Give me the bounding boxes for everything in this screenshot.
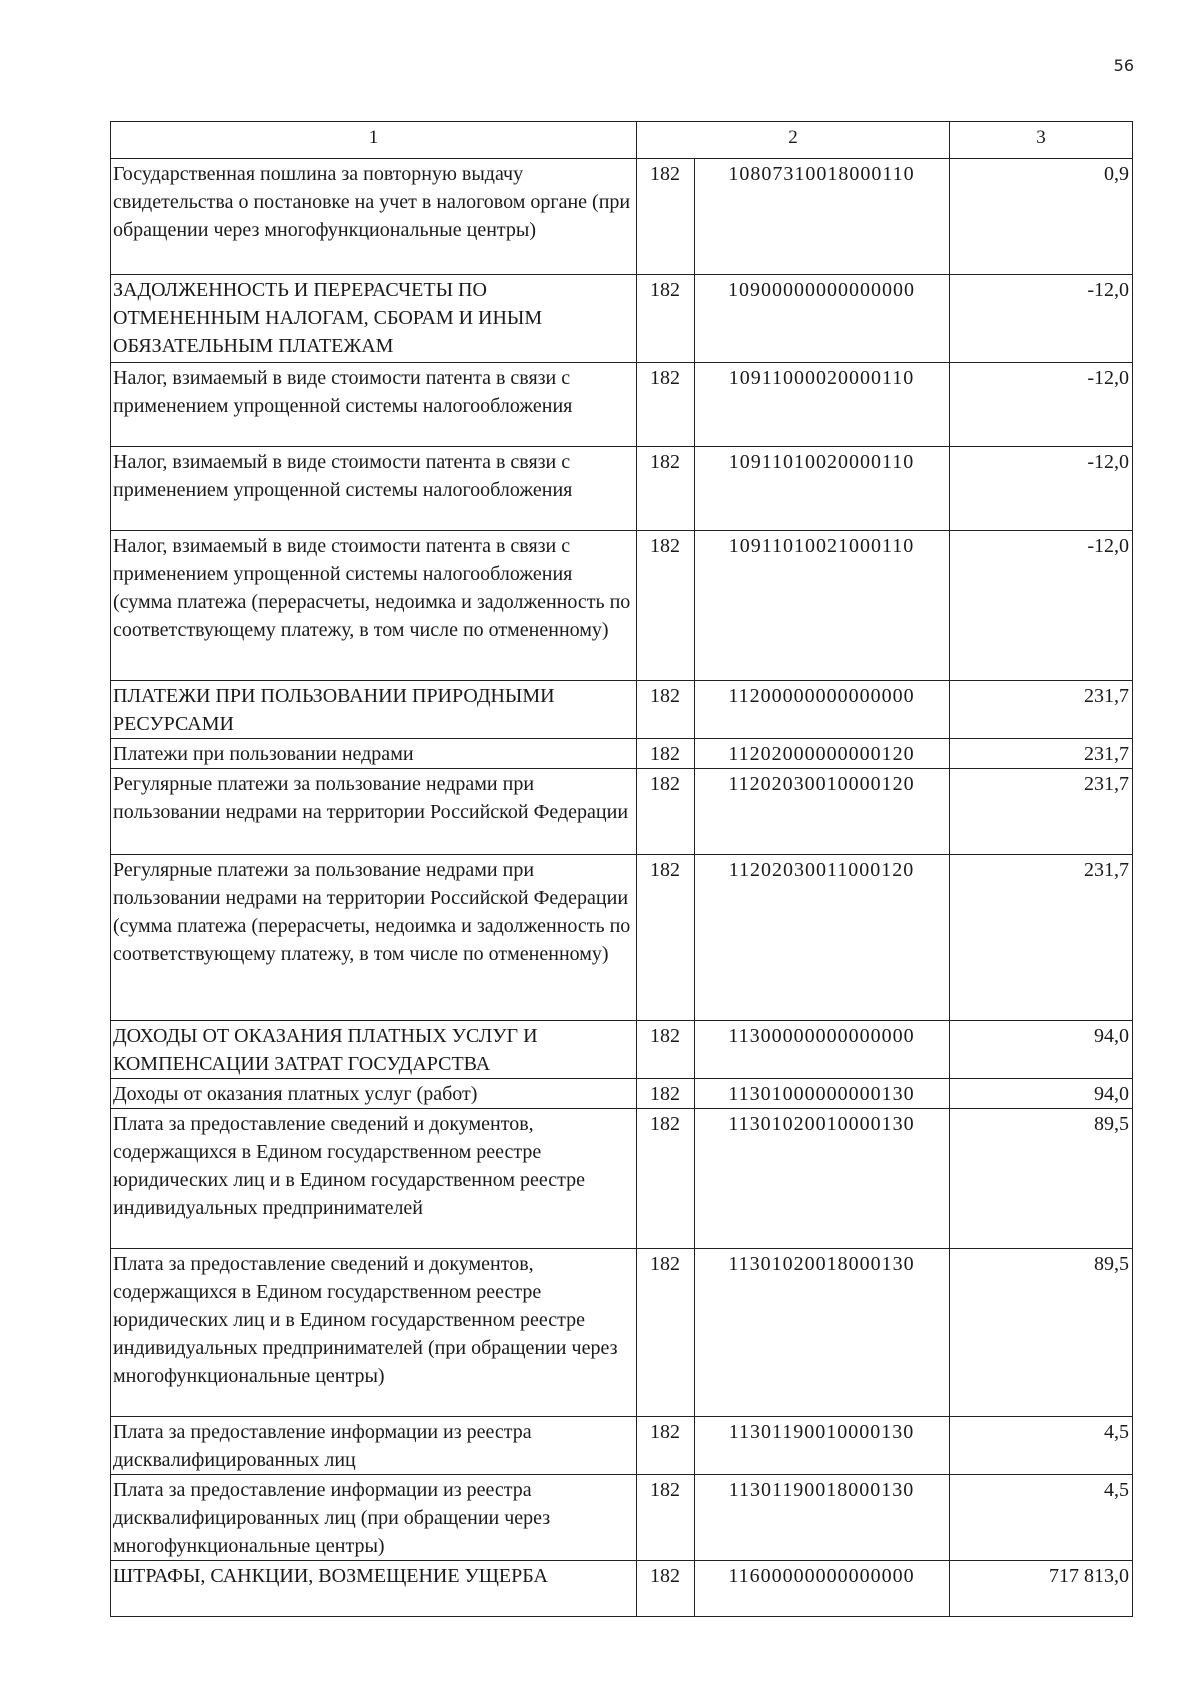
row-amount: 4,5 [950,1475,1133,1561]
row-admin-code: 182 [637,681,695,739]
row-amount: 89,5 [950,1249,1133,1417]
revenue-table [110,121,1133,1617]
row-budget-code: 11301020018000130 [695,1249,950,1417]
header-col-3: 3 [950,122,1133,159]
row-amount: 231,7 [950,769,1133,855]
row-budget-code: 11200000000000000 [695,681,950,739]
row-admin-code: 182 [637,769,695,855]
row-budget-code: 11202000000000120 [695,739,950,769]
row-budget-code: 11301190018000130 [695,1475,950,1561]
row-budget-code: 11301000000000130 [695,1079,950,1109]
row-budget-code: 11301020010000130 [695,1109,950,1249]
row-budget-code: 10911010021000110 [695,531,950,681]
row-admin-code: 182 [637,447,695,531]
row-budget-code: 10807310018000110 [695,159,950,275]
row-admin-code: 182 [637,363,695,447]
table-header-row [111,122,1133,159]
row-admin-code: 182 [637,1079,695,1109]
row-name: ПЛАТЕЖИ ПРИ ПОЛЬЗОВАНИИ ПРИРОДНЫМИ РЕСУРСАМИ [111,681,637,739]
table-row [111,739,1133,769]
page-number: 56 [1113,56,1134,75]
row-amount: 231,7 [950,681,1133,739]
row-name: ДОХОДЫ ОТ ОКАЗАНИЯ ПЛАТНЫХ УСЛУГ И КОМПЕНСАЦИИ ЗАТРАТ ГОСУДАРСТВА [111,1021,637,1079]
table-row [111,275,1133,363]
table-row [111,1561,1133,1617]
table-row [111,531,1133,681]
row-amount: -12,0 [950,531,1133,681]
row-budget-code: 11300000000000000 [695,1021,950,1079]
row-name: Доходы от оказания платных услуг (работ) [111,1079,637,1109]
table-row [111,681,1133,739]
row-name: Регулярные платежи за пользование недрами при пользовании недрами на территории Российской Федерации (сумма платежа (перерасчеты, недоимка и задолженность по соответствующему платежу, в том числе по отмененному) [111,855,637,1021]
header-col-1: 1 [111,122,637,159]
row-budget-code: 11202030010000120 [695,769,950,855]
row-amount: 94,0 [950,1079,1133,1109]
row-name: Плата за предоставление сведений и документов, содержащихся в Едином государственном реестре юридических лиц и в Едином государственном реестре индивидуальных предпринимателей [111,1109,637,1249]
row-admin-code: 182 [637,1021,695,1079]
row-amount: -12,0 [950,275,1133,363]
row-name: Платежи при пользовании недрами [111,739,637,769]
row-budget-code: 10900000000000000 [695,275,950,363]
row-admin-code: 182 [637,1109,695,1249]
table-row [111,1249,1133,1417]
row-name: Регулярные платежи за пользование недрами при пользовании недрами на территории Российской Федерации [111,769,637,855]
table-row [111,159,1133,275]
table-row [111,769,1133,855]
row-name: Государственная пошлина за повторную выдачу свидетельства о постановке на учет в налоговом органе (при обращении через многофункциональные центры) [111,159,637,275]
row-admin-code: 182 [637,1249,695,1417]
row-name: Налог, взимаемый в виде стоимости патента в связи с применением упрощенной системы налогообложения [111,363,637,447]
row-admin-code: 182 [637,159,695,275]
row-name: Налог, взимаемый в виде стоимости патента в связи с применением упрощенной системы налогообложения (сумма платежа (перерасчеты, недоимка и задолженность по соответствующему платежу, в том числе по отмененному) [111,531,637,681]
table-row [111,1417,1133,1475]
row-admin-code: 182 [637,1417,695,1475]
row-name: Плата за предоставление информации из реестра дисквалифицированных лиц (при обращении через многофункциональные центры) [111,1475,637,1561]
row-name: Плата за предоставление информации из реестра дисквалифицированных лиц [111,1417,637,1475]
row-amount: -12,0 [950,363,1133,447]
table-row [111,363,1133,447]
row-budget-code: 11600000000000000 [695,1561,950,1617]
table-row [111,1021,1133,1079]
table-row [111,1079,1133,1109]
header-col-2: 2 [637,122,950,159]
row-amount: 231,7 [950,855,1133,1021]
table-row [111,855,1133,1021]
table-row [111,1109,1133,1249]
row-amount: 4,5 [950,1417,1133,1475]
row-budget-code: 10911000020000110 [695,363,950,447]
row-name: Налог, взимаемый в виде стоимости патента в связи с применением упрощенной системы налогообложения [111,447,637,531]
row-budget-code: 11202030011000120 [695,855,950,1021]
row-name: Плата за предоставление сведений и документов, содержащихся в Едином государственном реестре юридических лиц и в Едином государственном реестре индивидуальных предпринимателей (при обращении через многофункциональные центры) [111,1249,637,1417]
row-budget-code: 11301190010000130 [695,1417,950,1475]
row-admin-code: 182 [637,275,695,363]
row-amount: 94,0 [950,1021,1133,1079]
row-admin-code: 182 [637,531,695,681]
row-admin-code: 182 [637,1475,695,1561]
row-amount: 231,7 [950,739,1133,769]
row-admin-code: 182 [637,855,695,1021]
row-amount: -12,0 [950,447,1133,531]
table-row [111,447,1133,531]
row-amount: 717 813,0 [950,1561,1133,1617]
row-amount: 0,9 [950,159,1133,275]
row-amount: 89,5 [950,1109,1133,1249]
row-name: ШТРАФЫ, САНКЦИИ, ВОЗМЕЩЕНИЕ УЩЕРБА [111,1561,637,1617]
row-admin-code: 182 [637,739,695,769]
table-row [111,1475,1133,1561]
row-admin-code: 182 [637,1561,695,1617]
row-budget-code: 10911010020000110 [695,447,950,531]
row-name: ЗАДОЛЖЕННОСТЬ И ПЕРЕРАСЧЕТЫ ПО ОТМЕНЕННЫМ НАЛОГАМ, СБОРАМ И ИНЫМ ОБЯЗАТЕЛЬНЫМ ПЛАТЕЖАМ [111,275,637,363]
